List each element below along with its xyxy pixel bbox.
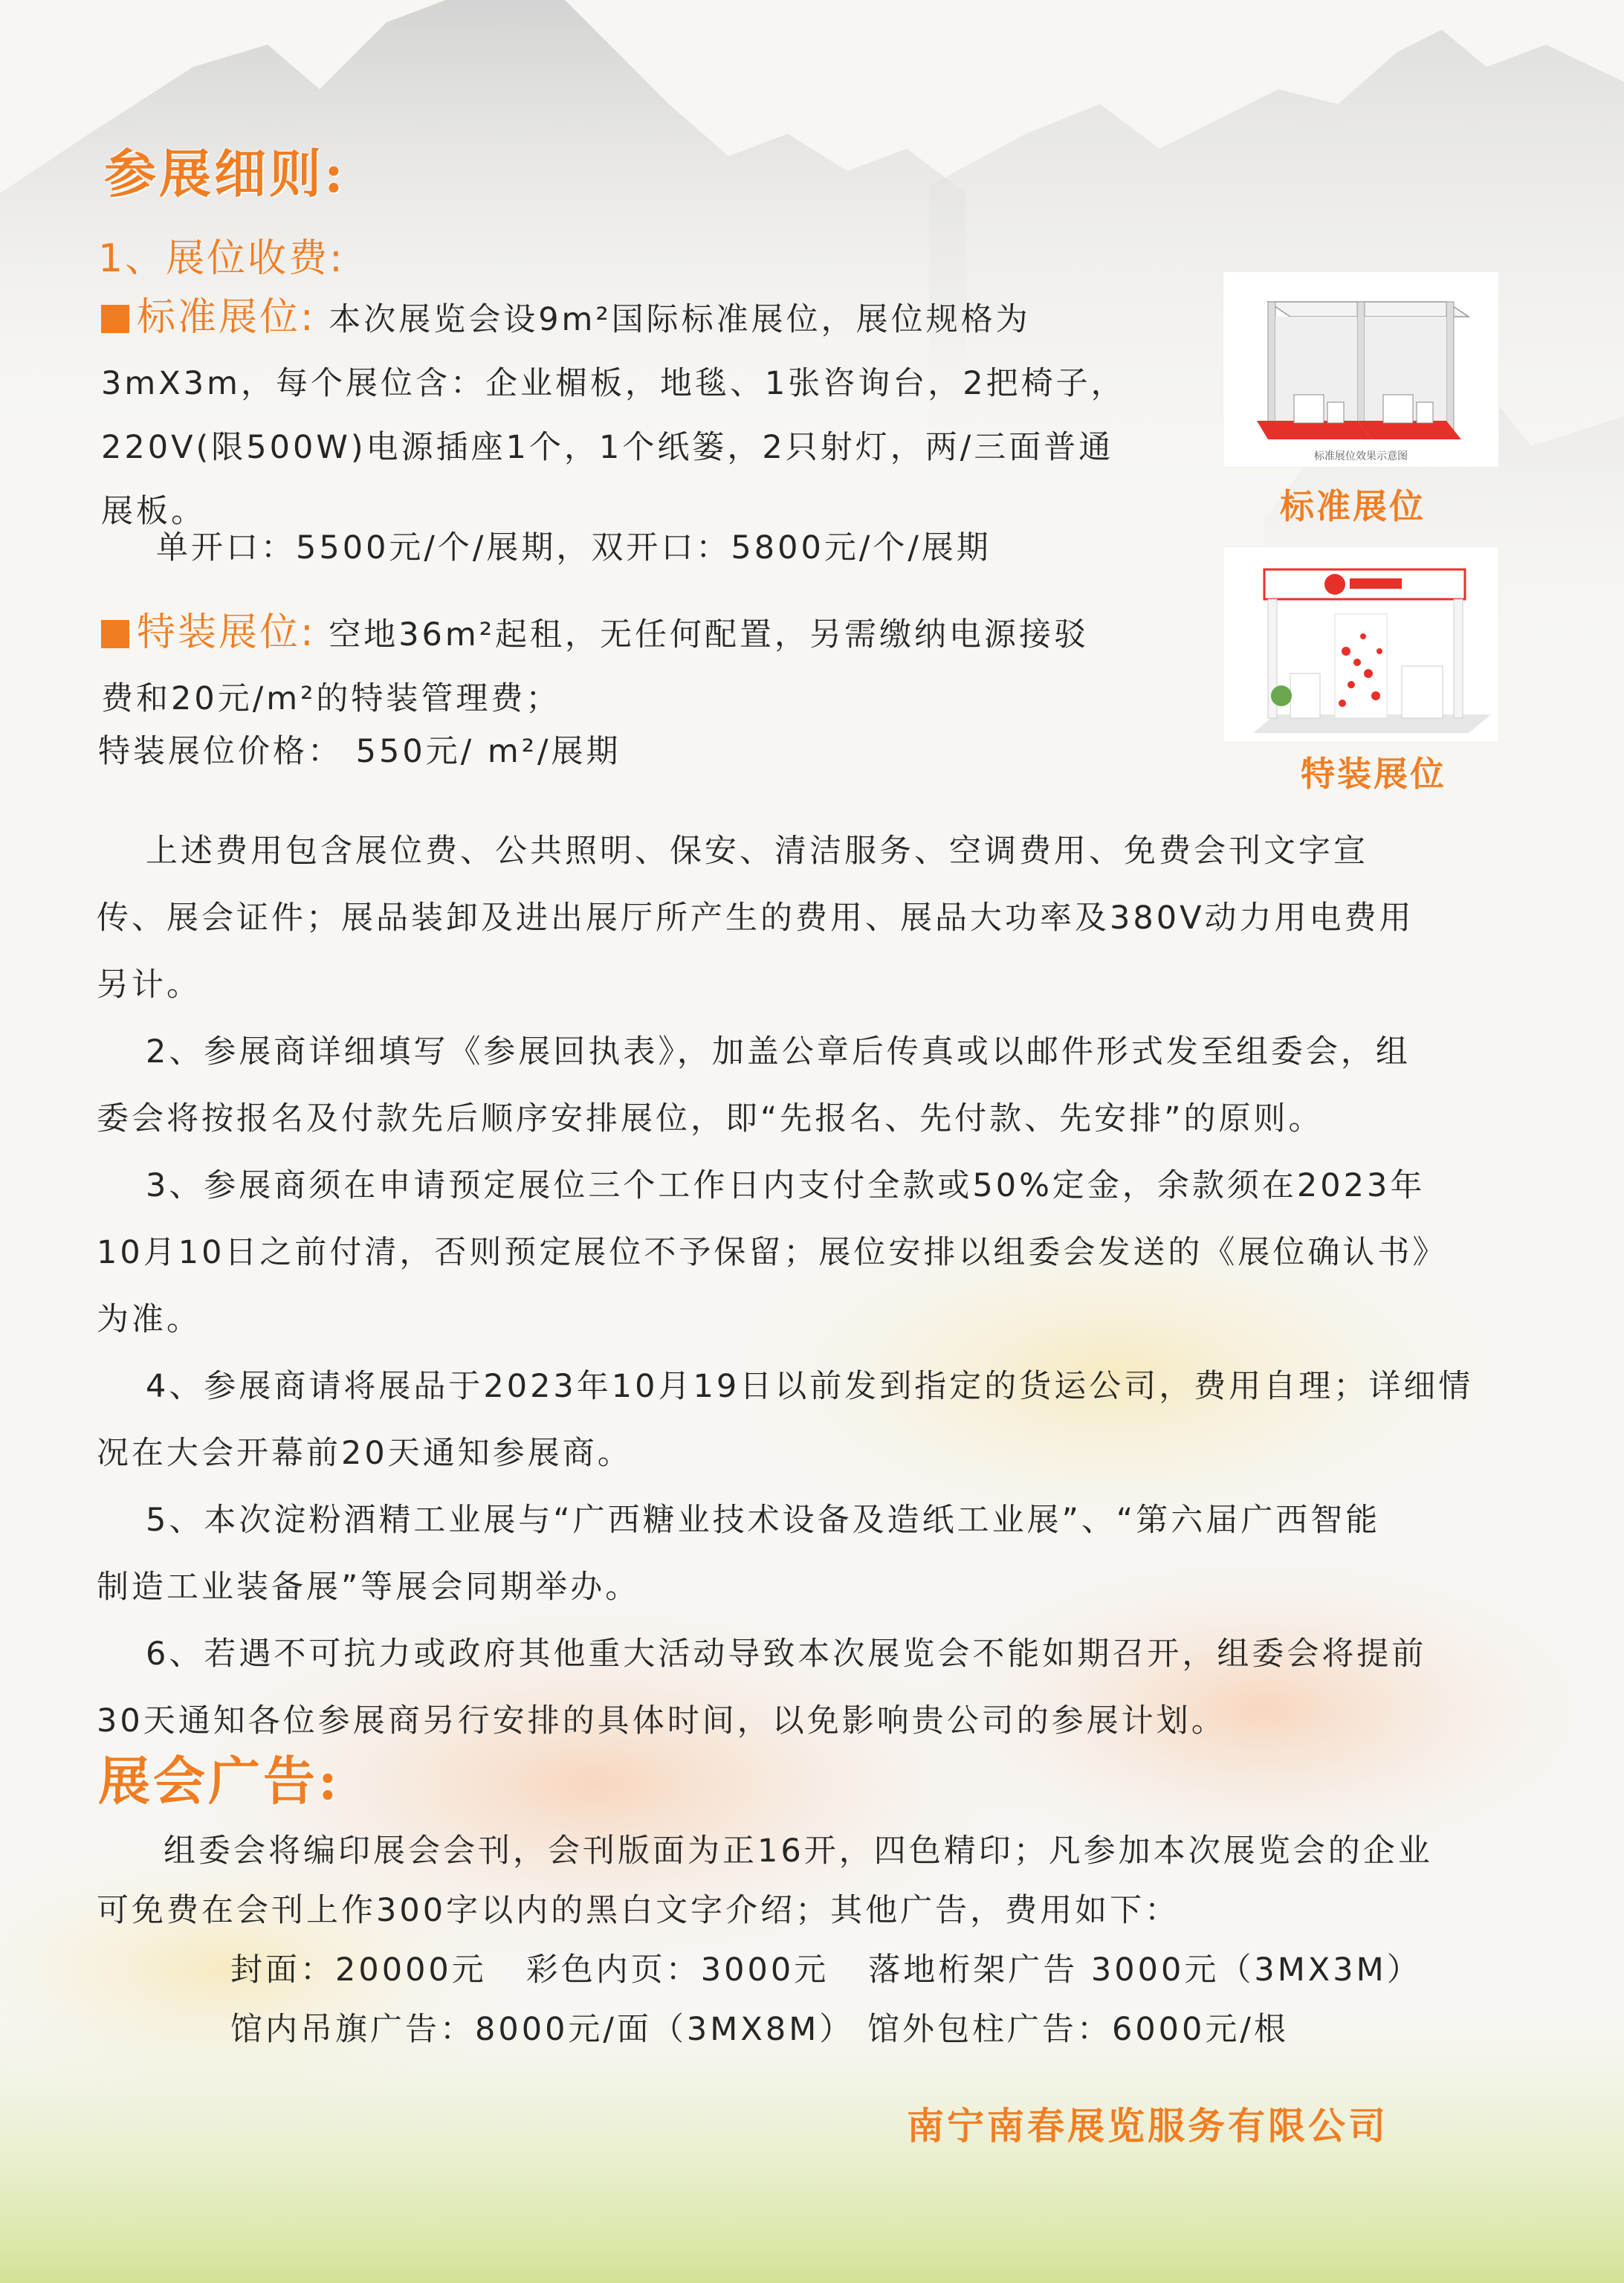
standard-booth-image — [1223, 271, 1499, 468]
paragraph-6 — [97, 1621, 1524, 1754]
special-booth-illustration — [1223, 547, 1498, 742]
standard-price: 单开口：5500元/个/展期，双开口：5800元/个/展期 — [156, 529, 991, 566]
text-line: 另计。 — [97, 966, 201, 1004]
standard-booth-label: 标准展位: — [137, 295, 316, 340]
ads-line-1: 组委会将编印展会会刊，会刊版面为正16开，四色精印；凡参加本次展览会的企业 — [164, 1832, 1433, 1870]
ads-section — [97, 1821, 1524, 2059]
paragraph-fees-included — [97, 818, 1524, 1018]
text-line: 6、若遇不可抗力或政府其他重大活动导致本次展览会不能如期召开，组委会将提前 — [146, 1635, 1427, 1673]
rules-title: 参展细则: — [104, 143, 346, 204]
text-line: 制造工业装备展”等展会同期举办。 — [97, 1569, 641, 1606]
ads-price-line-1: 封面：20000元 彩色内页：3000元 落地桁架广告 3000元（3MX3M） — [230, 1951, 1422, 1989]
diagram-caption: 标准展位效果示意图 — [1314, 451, 1408, 462]
ads-price-line-2: 馆内吊旗广告：8000元/面（3MX8M） 馆外包柱广告：6000元/根 — [230, 2011, 1289, 2048]
text-line: 30天通知各位参展商另行安排的具体时间，以免影响贵公司的参展计划。 — [97, 1702, 1226, 1740]
paragraph-2 — [97, 1018, 1524, 1152]
special-line-2: 费和20元/m²的特装管理费； — [101, 680, 561, 717]
ads-title: 展会广告: — [98, 1750, 340, 1812]
text-line: 委会将按报名及付款先后顺序安排展位，即“先报名、先付款、先安排”的原则。 — [97, 1100, 1324, 1137]
text-line: 10月10日之前付清，否则预定展位不予保留；展位安排以组委会发送的《展位确认书》 — [97, 1234, 1448, 1271]
paragraph-3 — [97, 1152, 1524, 1353]
text-line: 3、参展商须在申请预定展位三个工作日内支付全款或50%定金，余款须在2023年 — [146, 1167, 1426, 1204]
standard-booth-caption: 标准展位 — [1280, 486, 1426, 526]
special-booth-caption: 特装展位 — [1301, 754, 1446, 794]
bullet-square — [101, 620, 129, 648]
text-line: 5、本次淀粉酒精工业展与“广西糖业技术设备及造纸工业展”、“第六届广西智能 — [146, 1502, 1381, 1539]
paragraph-4 — [97, 1353, 1524, 1487]
standard-booth-diagram — [1223, 272, 1498, 467]
special-line-1: 空地36m²起租，无任何配置，另需缴纳电源接驳 — [329, 616, 1090, 653]
special-booth-label: 特装展位: — [137, 610, 316, 655]
special-booth-image — [1223, 546, 1499, 743]
text-line: 为准。 — [97, 1301, 201, 1338]
special-price: 特装展位价格： 550元/ m²/展期 — [98, 733, 621, 770]
text-line: 2、参展商详细填写《参展回执表》，加盖公章后传真或以邮件形式发至组委会，组 — [146, 1033, 1411, 1071]
text-line: 传、展会证件；展品装卸及进出展厅所产生的费用、展品大功率及380V动力用电费用 — [97, 900, 1414, 937]
text-line: 4、参展商请将展品于2023年10月19日以前发到指定的货运公司，费用自理；详细情 — [146, 1368, 1474, 1405]
terms-paragraphs — [97, 818, 1524, 1754]
company-name: 南宁南春展览服务有限公司 — [907, 2105, 1388, 2148]
bullet-square — [101, 305, 129, 333]
standard-line-1: 本次展览会设9m²国际标准展位，展位规格为 — [329, 301, 1031, 338]
standard-line-2: 3mX3m，每个展位含：企业楣板，地毯、1张咨询台，2把椅子， — [101, 365, 1126, 402]
standard-line-3: 220V(限500W)电源插座1个，1个纸篓，2只射灯，两/三面普通 — [101, 429, 1114, 466]
ads-line-2: 可免费在会刊上作300字以内的黑白文字介绍；其他广告，费用如下： — [97, 1892, 1180, 1929]
standard-booth-section — [101, 285, 1231, 543]
standard-line-4: 展板。 — [101, 493, 206, 530]
special-booth-section — [101, 601, 1231, 731]
paragraph-5 — [97, 1487, 1524, 1621]
fee-heading: 1、展位收费: — [98, 236, 345, 281]
text-line: 上述费用包含展位费、公共照明、保安、清洁服务、空调费用、免费会刊文字宣 — [146, 833, 1368, 870]
text-line: 况在大会开幕前20天通知参展商。 — [97, 1435, 633, 1472]
